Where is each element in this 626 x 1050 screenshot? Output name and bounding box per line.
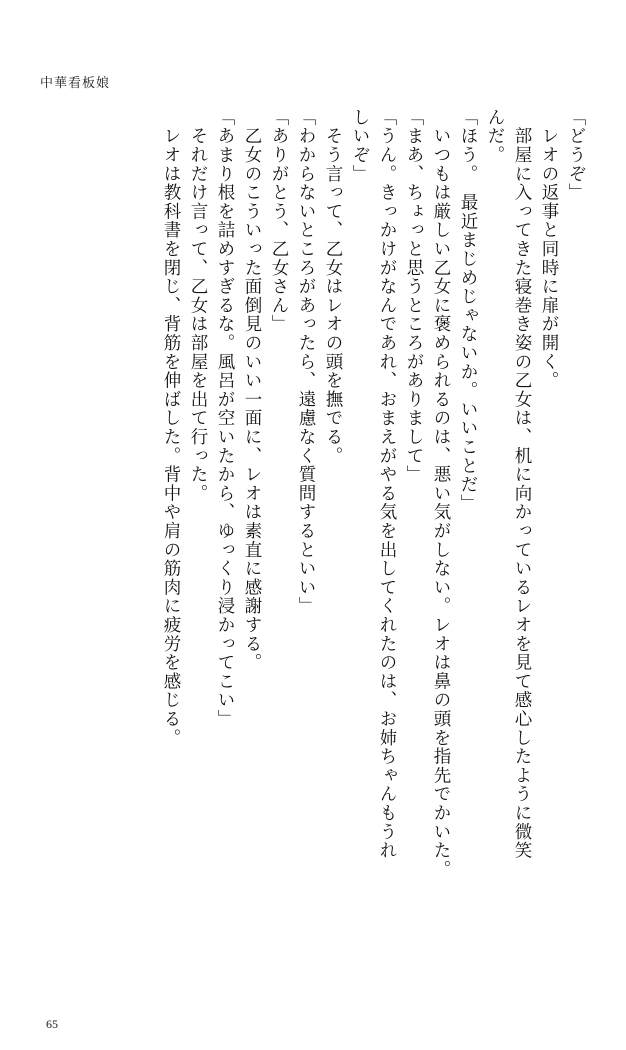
text-column: 乙女のこういった面倒見のいい一面に、レオは素直に感謝する。 bbox=[242, 108, 262, 672]
text-column: 「まあ、ちょっと思うところがありまして」 bbox=[404, 108, 424, 484]
text-column: レオは教科書を閉じ、背筋を伸ばした。背中や肩の筋肉に疲労を感じる。 bbox=[161, 108, 181, 748]
text-column: 部屋に入ってきた寝巻き姿の乙女は、机に向かっているレオを見て感心したように微笑 bbox=[512, 108, 532, 860]
text-column: 「どうぞ」 bbox=[566, 108, 586, 202]
text-column: しいぞ」 bbox=[350, 108, 370, 184]
text-column: んだ。 bbox=[485, 108, 505, 165]
text-column: 「うん。きっかけがなんであれ、おまえがやる気を出してくれたのは、お姉ちゃんもうれ bbox=[377, 108, 397, 860]
text-column: 「ほう。 最近まじめじゃないか。いいことだ」 bbox=[458, 108, 478, 513]
text-column: いつもは厳しい乙女に褒められるのは、悪い気がしない。レオは鼻の頭を指先でかいた。 bbox=[431, 108, 451, 879]
text-column: それだけ言って、乙女は部屋を出て行った。 bbox=[188, 108, 208, 503]
text-column: 「あまり根を詰めすぎるな。風呂が空いたから、ゆっくり浸かってこい」 bbox=[215, 108, 235, 729]
vertical-text-body bbox=[152, 108, 584, 988]
text-column: 「ありがとう、乙女さん」 bbox=[269, 108, 289, 334]
running-head: 中華看板娘 bbox=[40, 75, 111, 90]
text-column: 「わからないところがあったら、遠慮なく質問するといい」 bbox=[296, 108, 316, 616]
text-column: そう言って、乙女はレオの頭を撫でる。 bbox=[323, 108, 343, 466]
text-column: レオの返事と同時に扉が開く。 bbox=[539, 108, 559, 390]
page-number: 65 bbox=[46, 1017, 58, 1031]
